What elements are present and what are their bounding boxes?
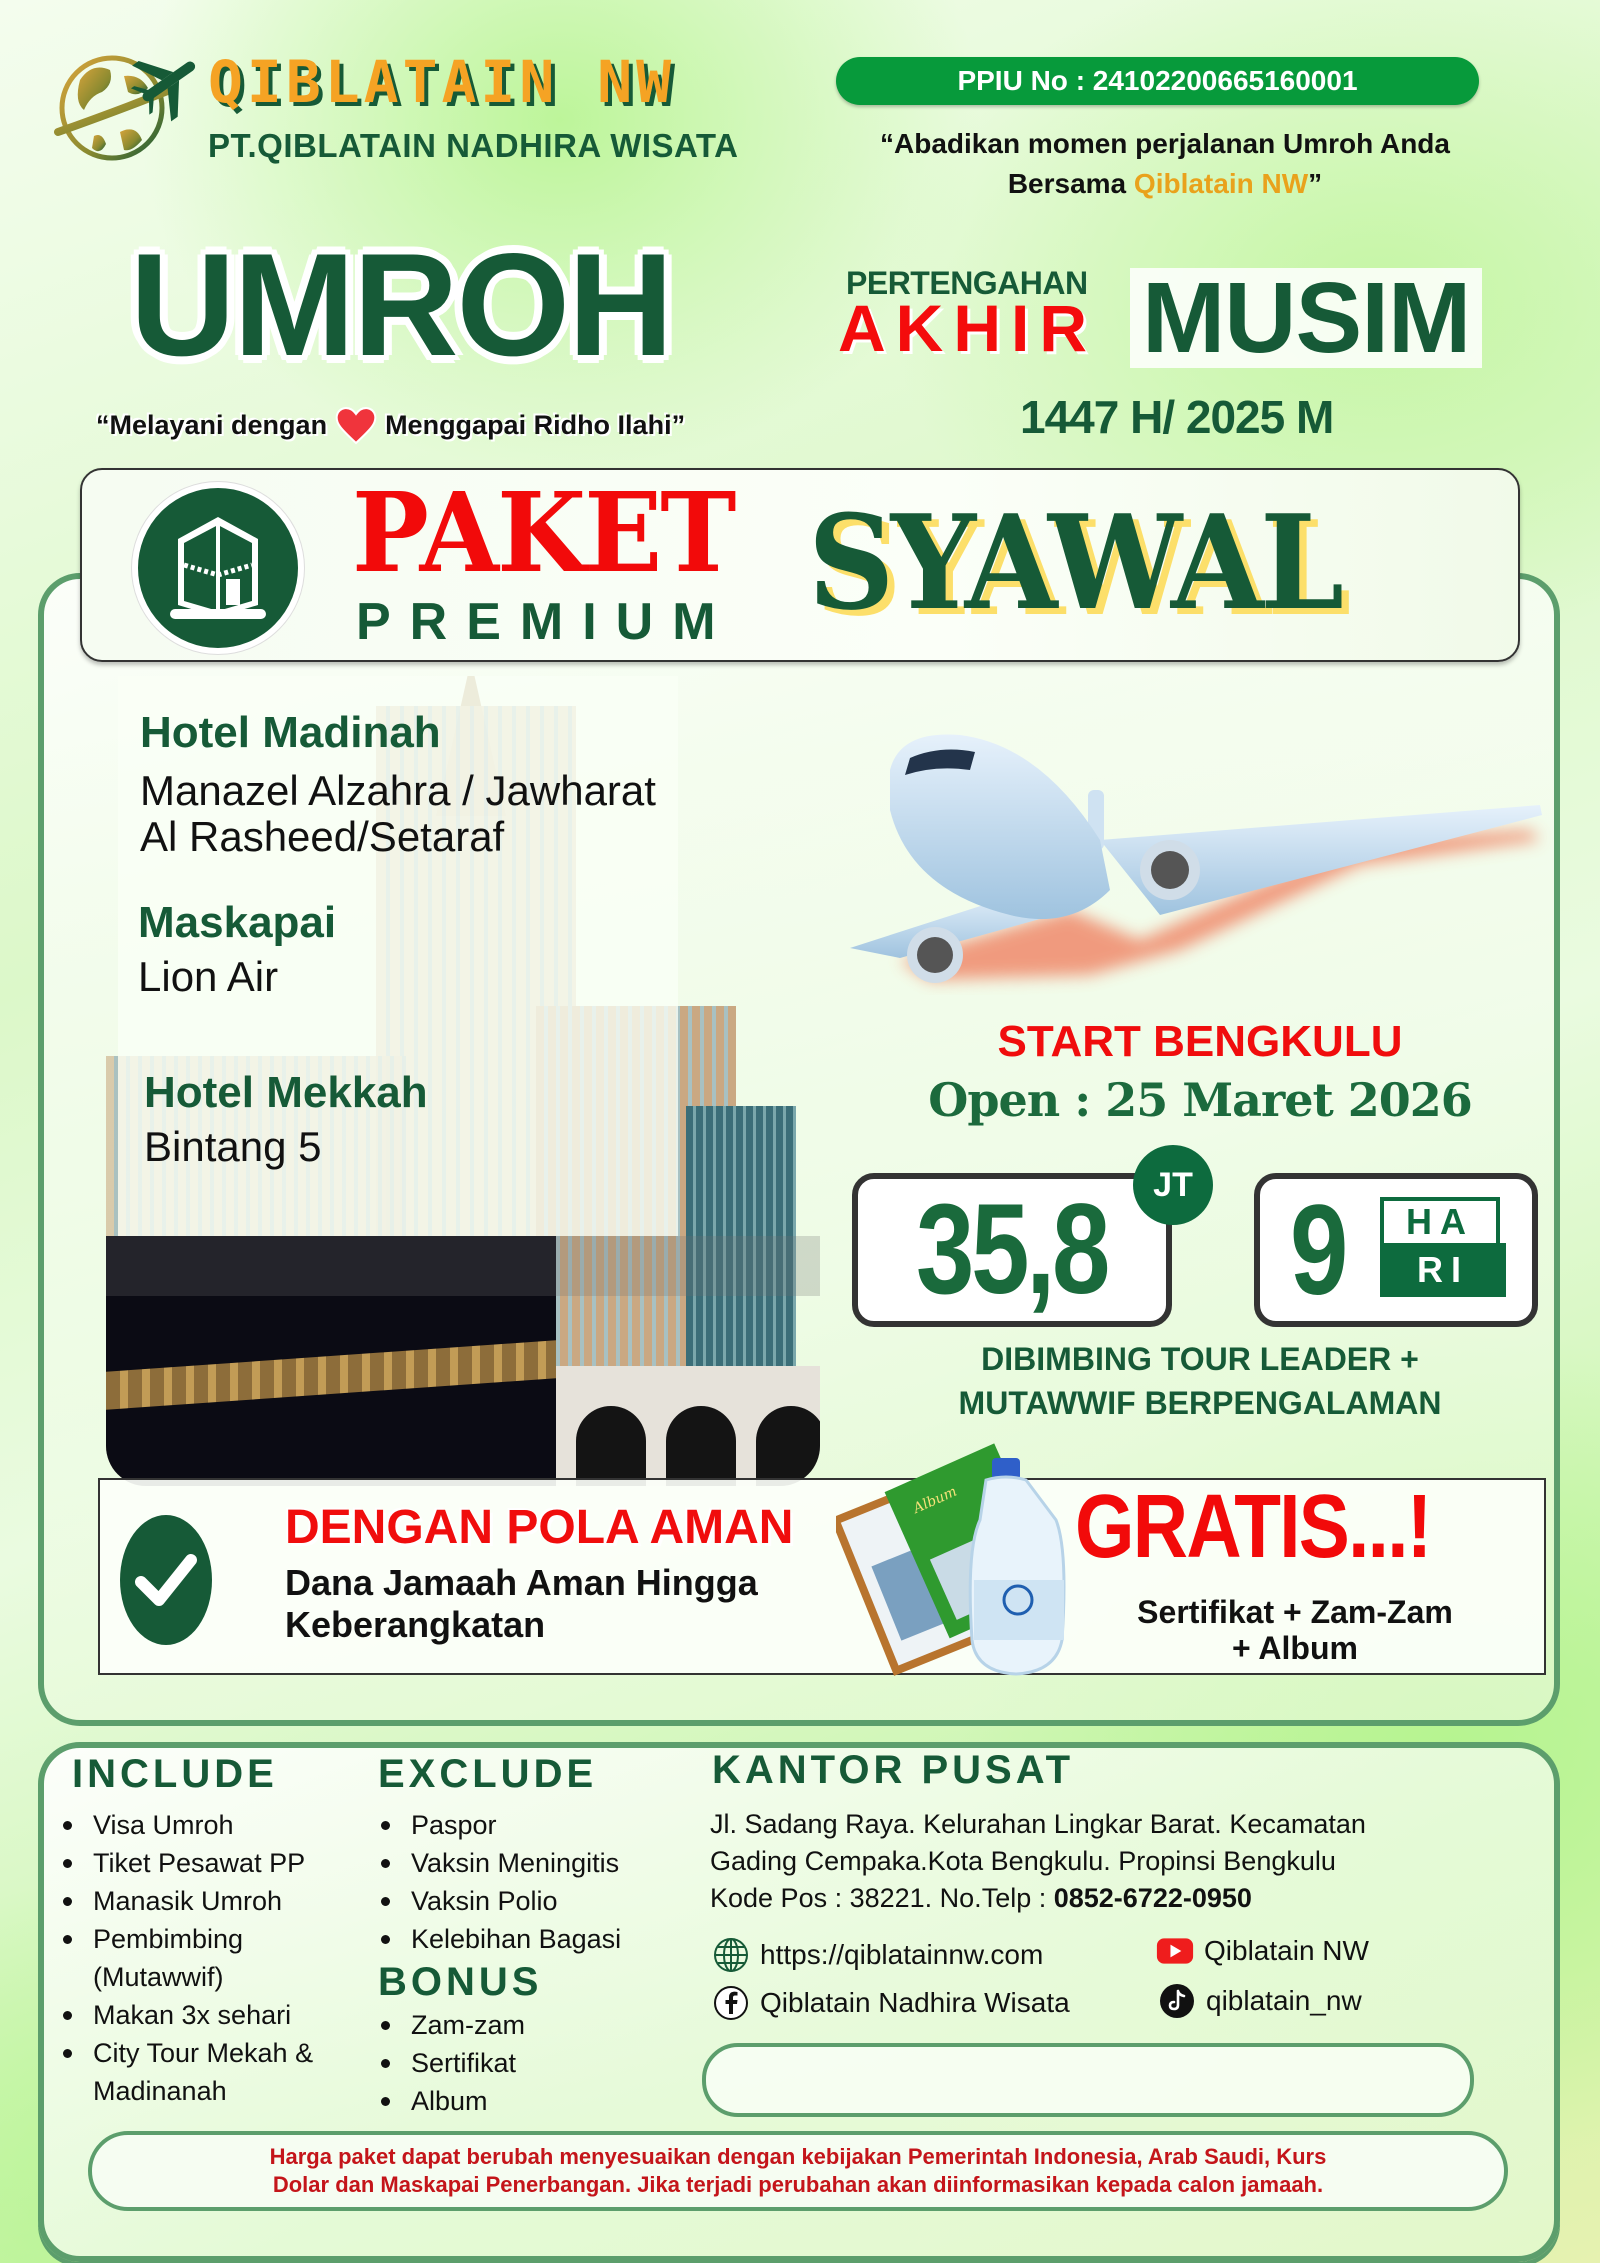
company-name: PT.QIBLATAIN NADHIRA WISATA xyxy=(208,127,739,164)
tiktok-icon xyxy=(1158,1982,1196,2020)
phone-number[interactable]: 0852-6722-0950 xyxy=(1053,1883,1252,1913)
include-item: City Tour Mekah & Madinanah xyxy=(60,2034,370,2110)
duration-unit-bottom: RI xyxy=(1380,1243,1506,1297)
duration-days: 9 xyxy=(1290,1179,1349,1322)
exclude-item: Vaksin Polio xyxy=(378,1882,698,1920)
ppiu-badge: PPIU No : 24102200665160001 xyxy=(836,57,1479,105)
svg-text:Album: Album xyxy=(910,1483,960,1517)
guide-text xyxy=(840,1337,1560,1425)
globe-icon xyxy=(712,1936,750,1974)
include-list xyxy=(60,1806,370,2110)
address-line3 xyxy=(710,1880,1530,1917)
hotel-madinah xyxy=(140,708,656,860)
tagline xyxy=(820,124,1510,204)
kaaba-icon xyxy=(132,482,304,654)
website-url[interactable]: https://qiblatainnw.com xyxy=(760,1939,1044,1970)
hotel-madinah-label: Hotel Madinah xyxy=(140,708,441,757)
tagline-suffix: ” xyxy=(1308,168,1323,199)
musim-label: MUSIM xyxy=(1130,268,1482,368)
hotel-mekkah xyxy=(144,1068,428,1170)
tagline-prefix: Bersama xyxy=(1007,168,1134,199)
guide-line2: MUTAWWIF BERPENGALAMAN xyxy=(958,1385,1442,1421)
check-icon xyxy=(120,1515,212,1645)
bonus-item: Sertifikat xyxy=(378,2044,698,2082)
hijri-year: 1447 H/ 2025 M xyxy=(1020,391,1334,443)
airline-label: Maskapai xyxy=(138,898,337,947)
kaaba-kiswah-band xyxy=(106,1340,556,1409)
duration-box xyxy=(1254,1173,1538,1327)
youtube-icon xyxy=(1156,1932,1194,1970)
airline-value: Lion Air xyxy=(138,953,279,1000)
slogan-after: Menggapai Ridho Ilahi” xyxy=(385,409,686,440)
office-address xyxy=(710,1806,1530,1917)
facebook-name[interactable]: Qiblatain Nadhira Wisata xyxy=(760,1987,1070,2018)
bonus-item: Album xyxy=(378,2082,698,2120)
include-item: Pembimbing (Mutawwif) xyxy=(60,1920,370,1996)
include-item: Manasik Umroh xyxy=(60,1882,370,1920)
gratis-line1: Sertifikat + Zam-Zam xyxy=(1137,1594,1453,1630)
slogan-before: “Melayani dengan xyxy=(96,409,328,440)
guide-line1: DIBIMBING TOUR LEADER + xyxy=(981,1341,1419,1377)
bonus-item: Zam-zam xyxy=(378,2006,698,2044)
safety-line1: Dana Jamaah Aman Hingga xyxy=(285,1562,758,1603)
airplane-image xyxy=(840,690,1560,1010)
address-postal: Kode Pos : 38221. No.Telp : xyxy=(710,1883,1054,1913)
bonus-title: BONUS xyxy=(378,1960,543,2004)
pertengahan-label: PERTENGAHAN xyxy=(846,265,1088,301)
empty-info-box xyxy=(702,2043,1474,2117)
premium-label: PREMIUM xyxy=(356,593,735,651)
duration-unit-top: HA xyxy=(1380,1197,1500,1247)
exclude-list xyxy=(378,1806,698,1958)
office-title: KANTOR PUSAT xyxy=(712,1748,1075,1792)
youtube-link[interactable] xyxy=(1156,1932,1369,1970)
include-title: INCLUDE xyxy=(72,1752,278,1796)
disclaimer-line2: Dolar dan Maskapai Penerbangan. Jika terjadi perubahan akan diinformasikan kepada calon jamaah. xyxy=(272,2172,1324,2197)
exclude-item: Kelebihan Bagasi xyxy=(378,1920,698,1958)
heart-icon xyxy=(335,405,377,445)
gratis-items xyxy=(1090,1594,1500,1666)
address-line1: Jl. Sadang Raya. Kelurahan Lingkar Barat. Kecamatan xyxy=(710,1809,1366,1839)
price-amount: 35,8 xyxy=(916,1178,1108,1321)
price-box xyxy=(852,1173,1172,1327)
airline xyxy=(138,898,336,1000)
gratis-line2: + Album xyxy=(1232,1630,1358,1666)
include-item: Tiket Pesawat PP xyxy=(60,1844,370,1882)
brand-name: QIBLATAIN NW xyxy=(208,48,676,116)
bonus-list xyxy=(378,2006,698,2120)
exclude-title: EXCLUDE xyxy=(378,1752,598,1796)
tiktok-link[interactable] xyxy=(1158,1982,1362,2020)
tagline-highlight: Qiblatain NW xyxy=(1133,168,1309,199)
gratis-title: GRATIS...! xyxy=(1075,1477,1431,1577)
slogan xyxy=(96,405,685,445)
hotel-mekkah-label: Hotel Mekkah xyxy=(144,1068,428,1117)
photo-shade-band xyxy=(106,1236,820,1296)
gifts-image xyxy=(836,1440,1116,1680)
open-date: Open : 25 Maret 2026 xyxy=(928,1073,1472,1127)
mosque-arches xyxy=(556,1366,820,1486)
facebook-icon xyxy=(712,1984,750,2022)
include-item: Makan 3x sehari xyxy=(60,1996,370,2034)
safety-title: DENGAN POLA AMAN xyxy=(285,1501,794,1554)
facebook-link[interactable] xyxy=(712,1984,1070,2022)
tiktok-handle[interactable]: qiblatain_nw xyxy=(1206,1985,1362,2016)
package-name: SYAWAL xyxy=(808,486,1341,639)
paket-label: PAKET xyxy=(352,468,735,597)
akhir-label: AKHIR xyxy=(838,291,1097,365)
price-unit-badge: JT xyxy=(1133,1145,1213,1225)
main-title: UMROH xyxy=(130,223,672,386)
hotel-madinah-line1: Manazel Alzahra / Jawharat xyxy=(140,767,656,814)
exclude-item: Vaksin Meningitis xyxy=(378,1844,698,1882)
youtube-name[interactable]: Qiblatain NW xyxy=(1204,1935,1369,1966)
safety-text xyxy=(285,1562,758,1646)
disclaimer-line1: Harga paket dapat berubah menyesuaikan dengan kebijakan Pemerintah Indonesia, Arab Saudi, Kurs xyxy=(269,2144,1327,2169)
price-disclaimer xyxy=(88,2131,1508,2211)
tagline-line1: “Abadikan momen perjalanan Umroh Anda xyxy=(880,128,1450,159)
website-link[interactable] xyxy=(712,1936,1043,1974)
include-item: Visa Umroh xyxy=(60,1806,370,1844)
globe-plane-logo-icon xyxy=(40,40,210,170)
hotel-madinah-line2: Al Rasheed/Setaraf xyxy=(140,813,505,860)
exclude-item: Paspor xyxy=(378,1806,698,1844)
tagline-line2 xyxy=(820,164,1510,204)
safety-line2: Keberangkatan xyxy=(285,1604,546,1645)
address-line2: Gading Cempaka.Kota Bengkulu. Propinsi Bengkulu xyxy=(710,1846,1336,1876)
hotel-mekkah-value: Bintang 5 xyxy=(144,1123,322,1170)
start-city: START BENGKULU xyxy=(997,1017,1403,1066)
